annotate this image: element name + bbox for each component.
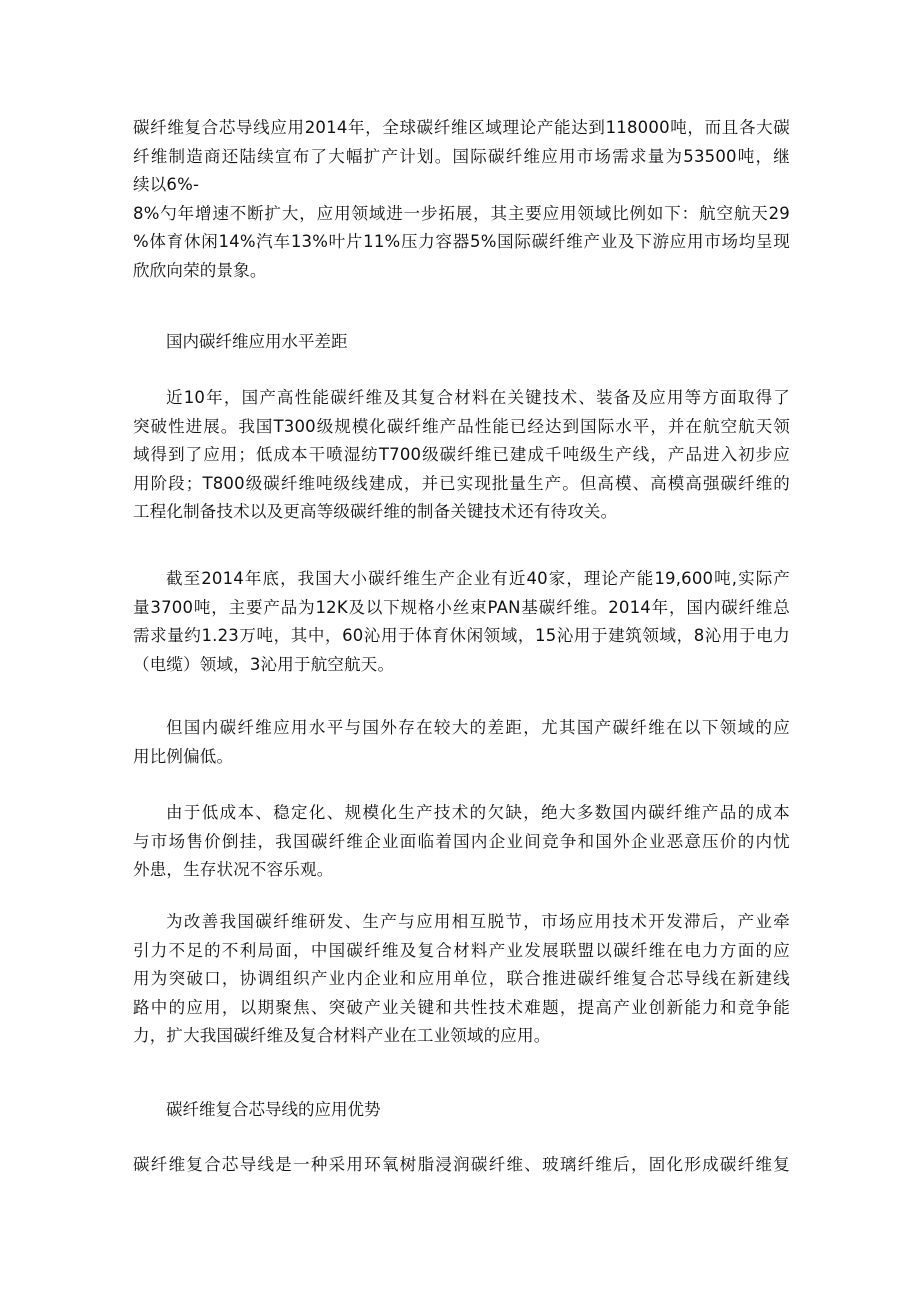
paragraph-line: 与市场售价倒挂，我国碳纤维企业面临着国内企业间竞争和国外企业恶意压价的内忧 — [133, 831, 790, 851]
intro-paragraph — [133, 114, 790, 285]
paragraph-alliance — [133, 908, 790, 1051]
section-heading-advantages: 碳纤维复合芯导线的应用优势 — [166, 1100, 381, 1119]
intro-line-4: 8%勺年增速不断扩大，应用领域进一步拓展，其主要应用领域比例如下：航空航天29 — [133, 203, 790, 223]
intro-line-3: 续以6%- — [133, 175, 200, 194]
intro-line-5: %体育休闲14%汽车13%叶片11%压力容器5%国际碳纤维产业及下游应用市场均呈现 — [133, 232, 790, 251]
paragraph-line: 突破性进展。我国T300级规模化碳纤维产品性能已经达到国际水平，并在航空航天领 — [133, 416, 790, 436]
paragraph-cost — [133, 799, 790, 885]
intro-line-6: 欣欣向荣的景象。 — [133, 260, 267, 280]
paragraph-line: 截至2014年底，我国大小碳纤维生产企业有近40家，理论产能19,600吨,实际产 — [166, 569, 790, 588]
paragraph-line: 工程化制备技术以及更高等级碳纤维的制备关键技术还有待攻关。 — [133, 502, 618, 521]
paragraph-line: 外患，生存状况不容乐观。 — [133, 860, 334, 879]
paragraph-progress — [133, 384, 790, 527]
paragraph-line: 由于低成本、稳定化、规模化生产技术的欠缺，绝大多数国内碳纤维产品的成本 — [166, 803, 790, 822]
paragraph-line: 碳纤维复合芯导线是一种采用环氧树脂浸润碳纤维、玻璃纤维后，固化形成碳纤维复 — [133, 1155, 790, 1174]
section-heading-domestic-gap: 国内碳纤维应用水平差距 — [166, 332, 348, 351]
paragraph-line: （电缆）领域，3沁用于航空航天。 — [133, 654, 395, 674]
paragraph-line: 路中的应用，以期聚焦、突破产业关键和共性技术难题，提高产业创新能力和竞争能 — [133, 997, 790, 1017]
paragraph-line: 需求量约1.23万吨，其中，60沁用于体育休闲领域，15沁用于建筑领域，8沁用于电力 — [133, 626, 790, 645]
paragraph-line: 用阶段；T800级碳纤维吨级线建成，并已实现批量生产。但高模、高模高强碳纤维的 — [133, 473, 790, 493]
paragraph-line: 用为突破口，协调组织产业内企业和应用单位，联合推进碳纤维复合芯导线在新建线 — [133, 969, 790, 988]
paragraph-line: 但国内碳纤维应用水平与国外存在较大的差距，尤其国产碳纤维在以下领域的应 — [166, 718, 790, 737]
paragraph-line: 域得到了应用；低成本干喷湿纺T700级碳纤维已建成千吨级生产线，产品进入初步应 — [133, 445, 790, 464]
paragraph-line: 近10年，国产高性能碳纤维及其复合材料在关键技术、装备及应用等方面取得了 — [166, 388, 790, 407]
paragraph-definition — [133, 1151, 790, 1180]
paragraph-capacity — [133, 565, 790, 679]
paragraph-gap — [133, 714, 790, 771]
paragraph-line: 量3700吨，主要产品为12K及以下规格小丝束PAN基碳纤维。2014年，国内碳纤维总 — [133, 597, 790, 617]
paragraph-line: 用比例偏低。 — [133, 746, 234, 766]
paragraph-line: 引力不足的不利局面，中国碳纤维及复合材料产业发展联盟以碳纤维在电力方面的应 — [133, 940, 790, 960]
paragraph-line: 力，扩大我国碳纤维及复合材料产业在工业领域的应用。 — [133, 1026, 551, 1045]
intro-line-2: 纤维制造商还陆续宣布了大幅扩产计划。国际碳纤维应用市场需求量为53500吨，继 — [133, 146, 790, 166]
paragraph-line: 为改善我国碳纤维研发、生产与应用相互脱节，市场应用技术开发滞后，产业牵 — [166, 912, 790, 931]
intro-line-1: 碳纤维复合芯导线应用2014年，全球碳纤维区域理论产能达到118000吨，而且各大碳 — [133, 118, 790, 137]
